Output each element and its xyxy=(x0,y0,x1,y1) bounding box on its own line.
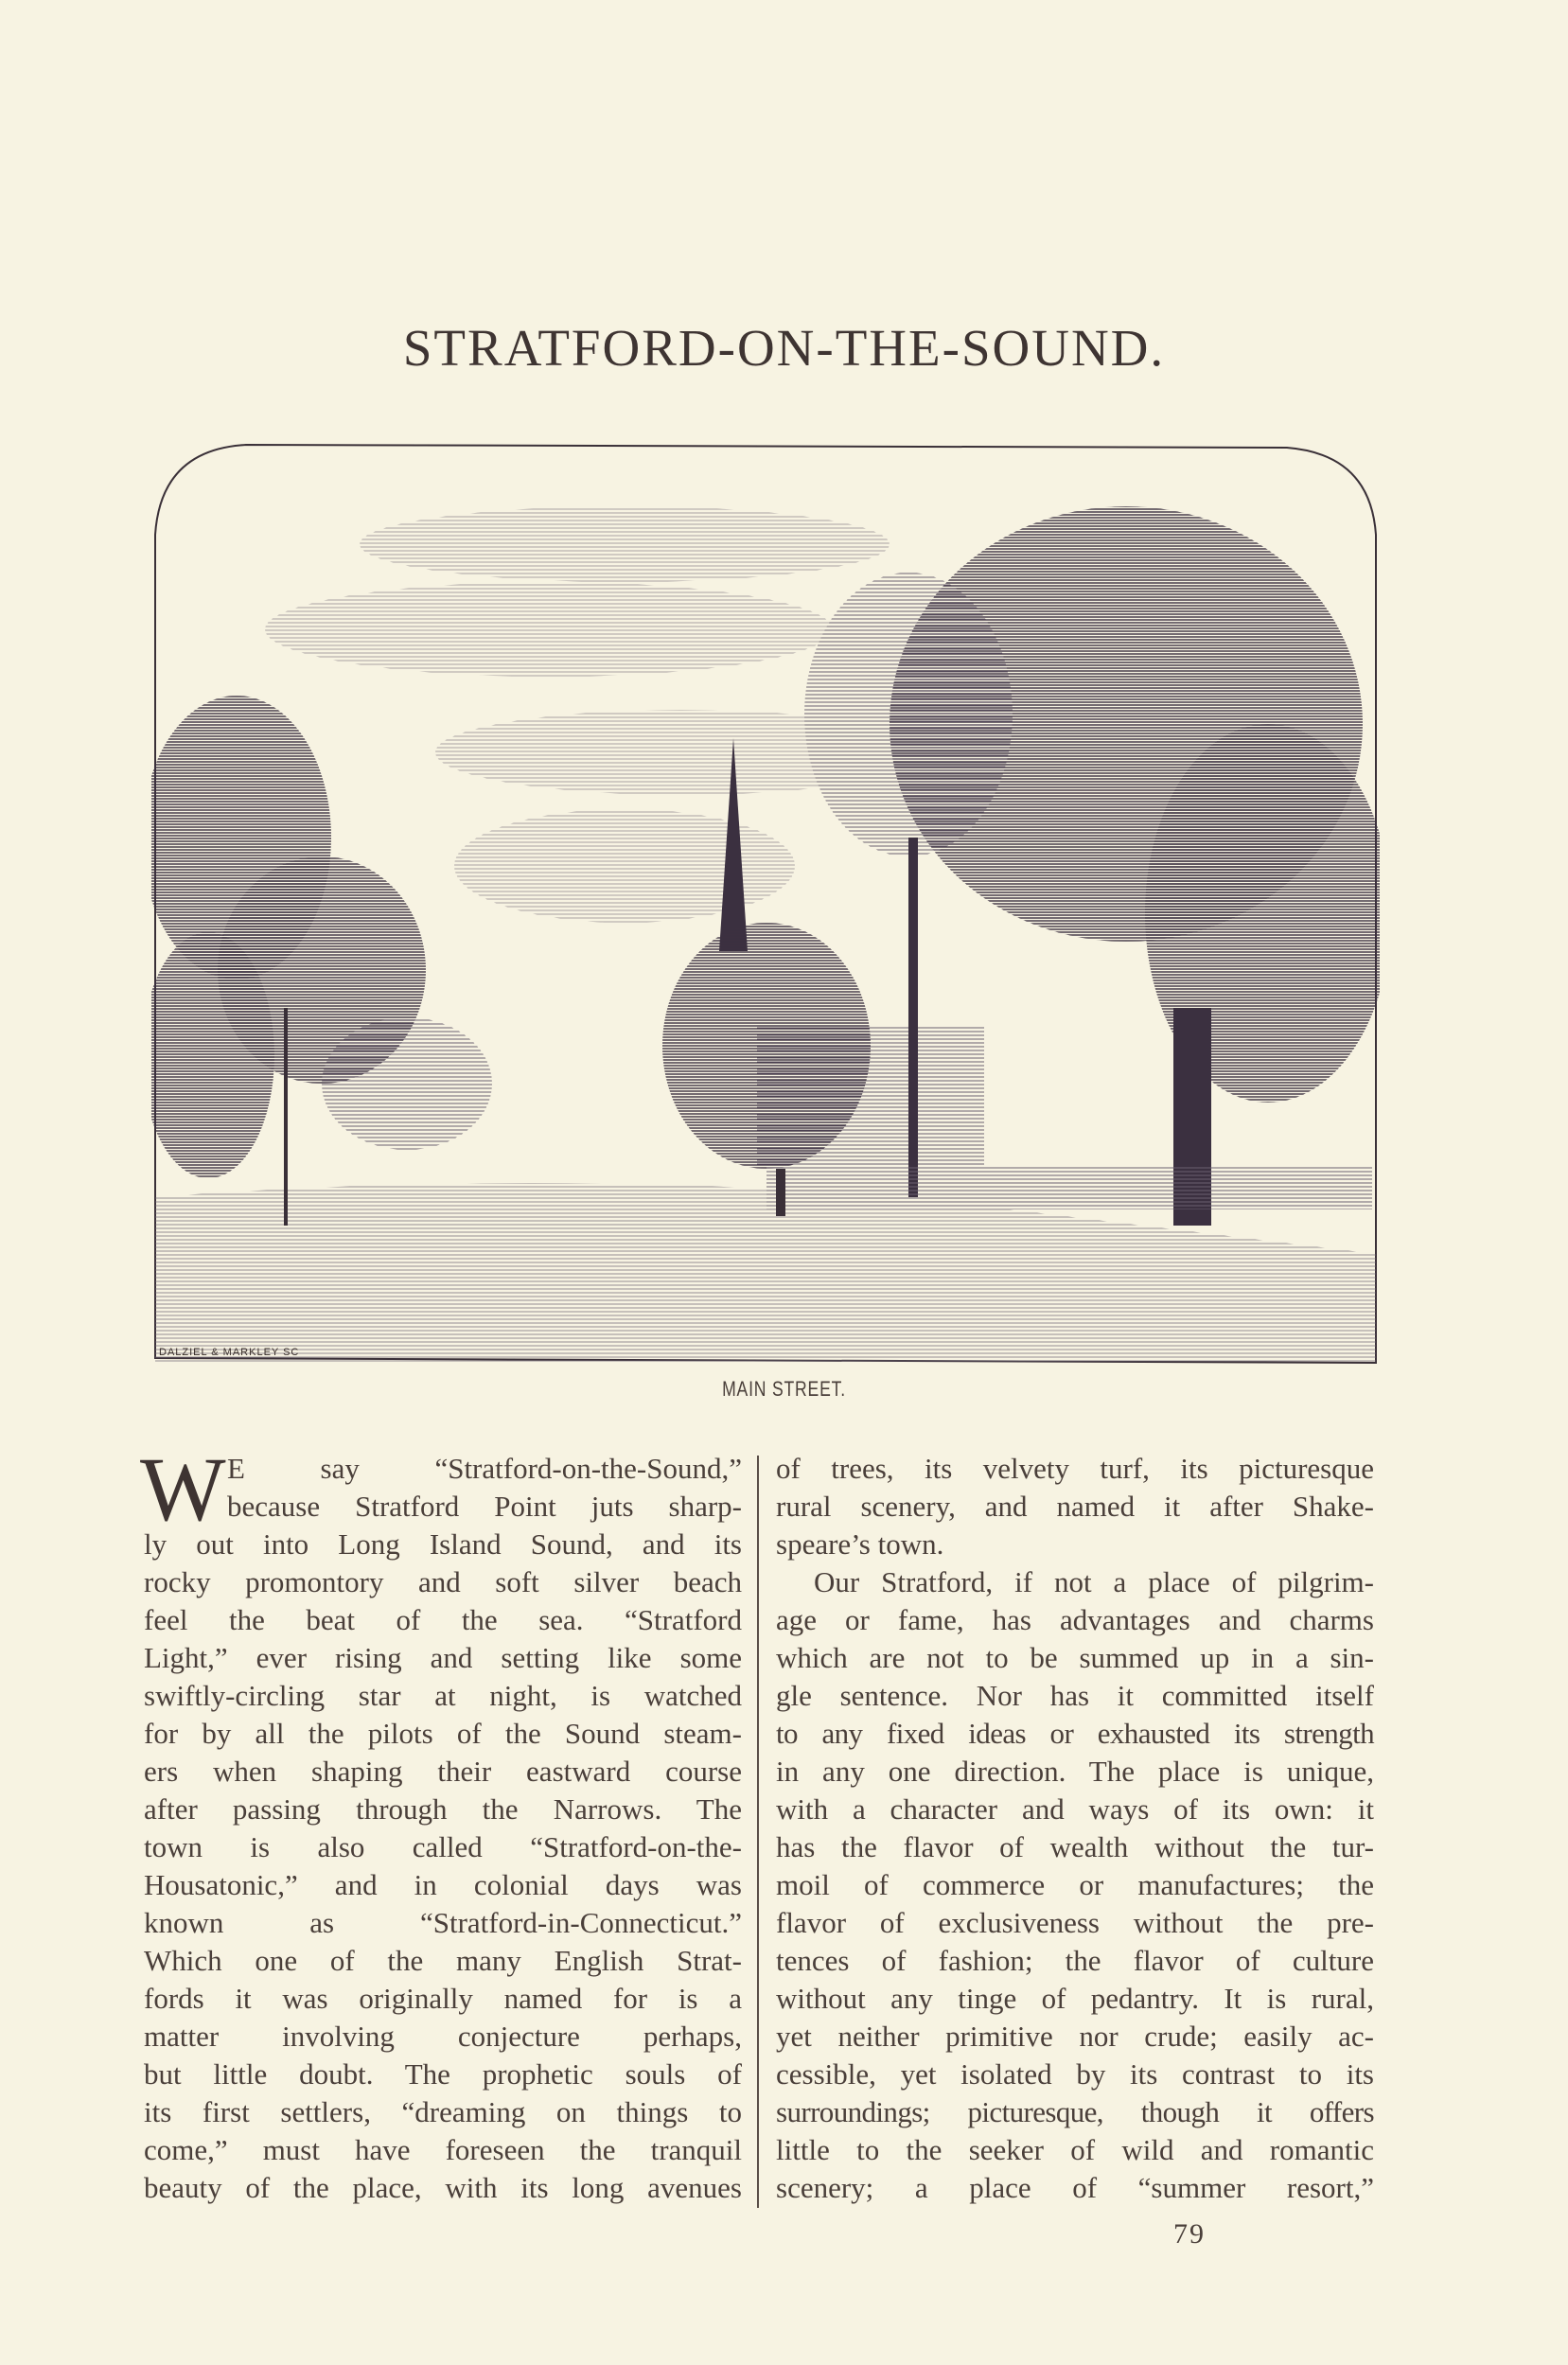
text-line: Our Stratford, if not a place of pilgrim- xyxy=(814,1565,1374,1598)
text-line: yet neither primitive nor crude; easily ac- xyxy=(776,2020,1374,2053)
page-number: 79 xyxy=(1173,2218,1206,2250)
text-line: for by all the pilots of the Sound steam- xyxy=(144,1717,742,1750)
text-line: age or fame, has advantages and charms xyxy=(776,1603,1374,1636)
text-line: flavor of exclusiveness without the pre- xyxy=(776,1906,1374,1939)
left-trees xyxy=(151,696,492,1226)
text-line: without any tinge of pedantry. It is rural, xyxy=(776,1982,1374,2015)
text-line: Light,” ever rising and setting like some xyxy=(144,1641,742,1674)
text-line: ers when shaping their eastward course xyxy=(144,1755,742,1788)
column-divider xyxy=(757,1456,759,2208)
text-line: beauty of the place, with its long avenues xyxy=(144,2171,742,2204)
text-line: moil of commerce or manufactures; the xyxy=(776,1868,1374,1901)
text-line: gle sentence. Nor has it committed itself xyxy=(776,1679,1374,1712)
illustration-caption: MAIN STREET. xyxy=(722,1377,846,1401)
main-street-engraving xyxy=(151,440,1380,1368)
text-line: tences of fashion; the flavor of culture xyxy=(776,1944,1374,1977)
text-line: known as “Stratford-in-Connecticut.” xyxy=(144,1906,742,1939)
text-line: rural scenery, and named it after Shake- xyxy=(776,1490,1374,1523)
text-line: to any fixed ideas or exhausted its strength xyxy=(776,1717,1374,1750)
drop-cap: W xyxy=(140,1438,226,1540)
left-column xyxy=(140,1438,742,2207)
text-line: matter involving conjecture perhaps, xyxy=(144,2020,742,2053)
text-line: Housatonic,” and in colonial days was xyxy=(144,1868,742,1901)
text-line: town is also called “Stratford-on-the- xyxy=(144,1830,742,1863)
text-line: scenery; a place of “summer resort,” xyxy=(776,2171,1374,2204)
text-line: fords it was originally named for is a xyxy=(144,1982,742,2015)
page-title: STRATFORD-ON-THE-SOUND. xyxy=(402,319,1166,377)
text-line: little to the seeker of wild and romantic xyxy=(776,2133,1374,2166)
text-line: E say “Stratford-on-the-Sound,” xyxy=(227,1452,742,1485)
text-line: surroundings; picturesque, though it offers xyxy=(776,2095,1374,2128)
text-line: rocky promontory and soft silver beach xyxy=(144,1565,742,1598)
text-line: with a character and ways of its own: it xyxy=(776,1792,1374,1826)
text-line: Which one of the many English Strat- xyxy=(144,1944,742,1977)
text-line: come,” must have foreseen the tranquil xyxy=(144,2133,742,2166)
text-line: ly out into Long Island Sound, and its xyxy=(144,1527,742,1561)
text-line: after passing through the Narrows. The xyxy=(144,1792,742,1826)
text-line: swiftly-circling star at night, is watched xyxy=(144,1679,742,1712)
text-line: because Stratford Point juts sharp- xyxy=(227,1490,742,1523)
engraver-credit: DALZIEL & MARKLEY SC xyxy=(159,1347,300,1358)
text-line: of trees, its velvety turf, its picturesque xyxy=(776,1452,1374,1485)
text-line: its first settlers, “dreaming on things to xyxy=(144,2095,742,2128)
text-line: has the flavor of wealth without the tur- xyxy=(776,1830,1374,1863)
right-column xyxy=(776,1450,1374,2207)
text-line: which are not to be summed up in a sin- xyxy=(776,1641,1374,1674)
text-line: feel the beat of the sea. “Stratford xyxy=(144,1603,742,1636)
fence xyxy=(766,1167,1372,1209)
text-line: but little doubt. The prophetic souls of xyxy=(144,2057,742,2091)
text-line: speare’s town. xyxy=(776,1527,944,1561)
text-line: in any one direction. The place is unique, xyxy=(776,1755,1374,1788)
figure xyxy=(776,1169,785,1216)
text-line: cessible, yet isolated by its contrast to its xyxy=(776,2057,1374,2091)
